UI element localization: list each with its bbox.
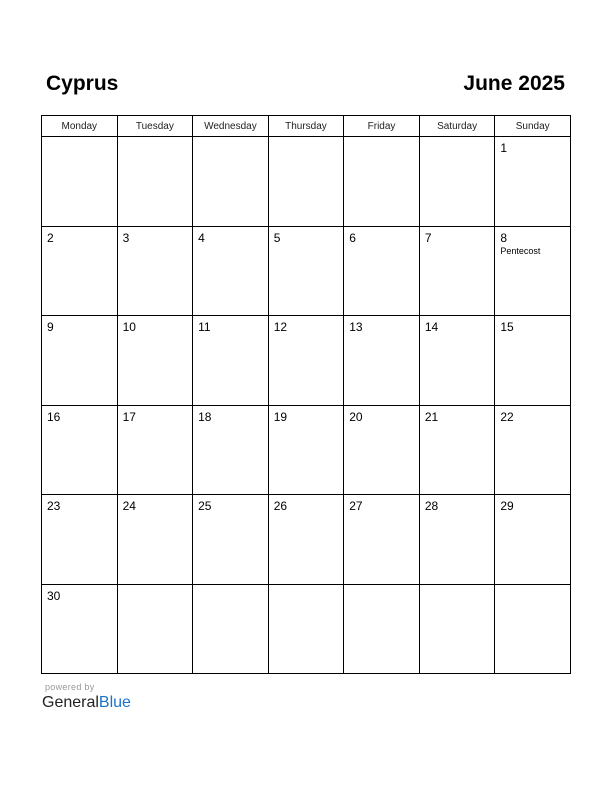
powered-by-label: powered by [45, 682, 95, 692]
day-cell [344, 137, 420, 227]
day-cell [193, 405, 269, 495]
week-row [42, 226, 571, 316]
country-title: Cyprus [46, 72, 119, 95]
weekday-wednesday: Wednesday [193, 116, 269, 137]
day-cell [42, 405, 118, 495]
day-cell [117, 226, 193, 316]
day-number: 6 [349, 230, 356, 245]
day-cell [344, 495, 420, 585]
day-cell [193, 495, 269, 585]
day-number: 30 [47, 588, 61, 603]
week-row [42, 584, 571, 674]
day-cell [344, 226, 420, 316]
brand-logo [42, 694, 131, 712]
day-number: 13 [349, 320, 363, 334]
day-cell [117, 316, 193, 406]
day-cell [344, 316, 420, 406]
day-cell [268, 495, 344, 585]
day-number: 21 [424, 409, 439, 424]
day-cell [117, 405, 193, 495]
week-row [42, 137, 571, 227]
weekday-friday: Friday [344, 116, 420, 137]
day-cell [268, 226, 344, 316]
day-cell [42, 495, 118, 585]
day-number: 28 [424, 499, 439, 513]
week-row [42, 405, 571, 495]
day-number: 4 [198, 230, 205, 245]
day-cell [193, 316, 269, 406]
holiday-label: Pentecost [500, 245, 541, 256]
day-cell [268, 137, 344, 227]
day-cell [419, 584, 495, 674]
day-cell [117, 584, 193, 674]
day-cell [419, 316, 495, 406]
day-number: 8 [500, 230, 508, 245]
day-number: 26 [273, 499, 288, 513]
day-number: 12 [273, 320, 288, 334]
day-number: 20 [349, 409, 363, 424]
day-cell [495, 405, 571, 495]
day-cell [495, 226, 571, 316]
weekday-thursday: Thursday [268, 116, 344, 137]
day-number: 29 [500, 499, 514, 513]
day-number: 24 [122, 499, 136, 513]
day-number: 2 [47, 230, 54, 245]
day-cell [344, 584, 420, 674]
day-cell [495, 495, 571, 585]
day-number: 23 [47, 499, 61, 513]
day-number: 16 [47, 409, 61, 424]
calendar-grid [41, 115, 571, 674]
day-cell [268, 584, 344, 674]
week-row [42, 316, 571, 406]
day-number: 3 [122, 230, 130, 245]
day-number: 11 [198, 320, 211, 334]
day-cell [42, 137, 118, 227]
day-number: 19 [273, 409, 288, 424]
day-cell [42, 316, 118, 406]
day-number: 22 [500, 409, 514, 424]
day-number: 1 [500, 141, 508, 155]
calendar-body [42, 137, 571, 674]
week-row [42, 495, 571, 585]
weekday-saturday: Saturday [419, 116, 495, 137]
day-cell [117, 495, 193, 585]
weekday-sunday: Sunday [495, 116, 571, 137]
day-cell [268, 316, 344, 406]
day-number: 7 [424, 230, 432, 245]
day-cell [42, 226, 118, 316]
brand-general: General [42, 694, 99, 711]
day-cell [117, 137, 193, 227]
day-number: 9 [47, 320, 54, 334]
weekday-header-row [42, 116, 571, 137]
day-number: 27 [349, 499, 363, 513]
day-cell [419, 405, 495, 495]
weekday-tuesday: Tuesday [117, 116, 193, 137]
day-cell [193, 584, 269, 674]
day-number: 18 [198, 409, 212, 424]
day-cell [419, 137, 495, 227]
day-cell [42, 584, 118, 674]
day-cell [419, 495, 495, 585]
day-number: 14 [424, 320, 439, 334]
day-number: 5 [273, 230, 281, 245]
month-year-title: June 2025 [463, 72, 565, 95]
day-cell [193, 137, 269, 227]
day-cell [193, 226, 269, 316]
day-number: 10 [122, 320, 136, 334]
day-cell [495, 584, 571, 674]
day-number: 25 [198, 499, 212, 513]
day-cell [495, 316, 571, 406]
brand-blue: Blue [98, 694, 131, 711]
day-cell [344, 405, 420, 495]
day-cell [268, 405, 344, 495]
day-cell [495, 137, 571, 227]
day-number: 15 [500, 320, 514, 334]
day-cell [419, 226, 495, 316]
day-number: 17 [122, 409, 136, 424]
weekday-monday: Monday [42, 116, 118, 137]
